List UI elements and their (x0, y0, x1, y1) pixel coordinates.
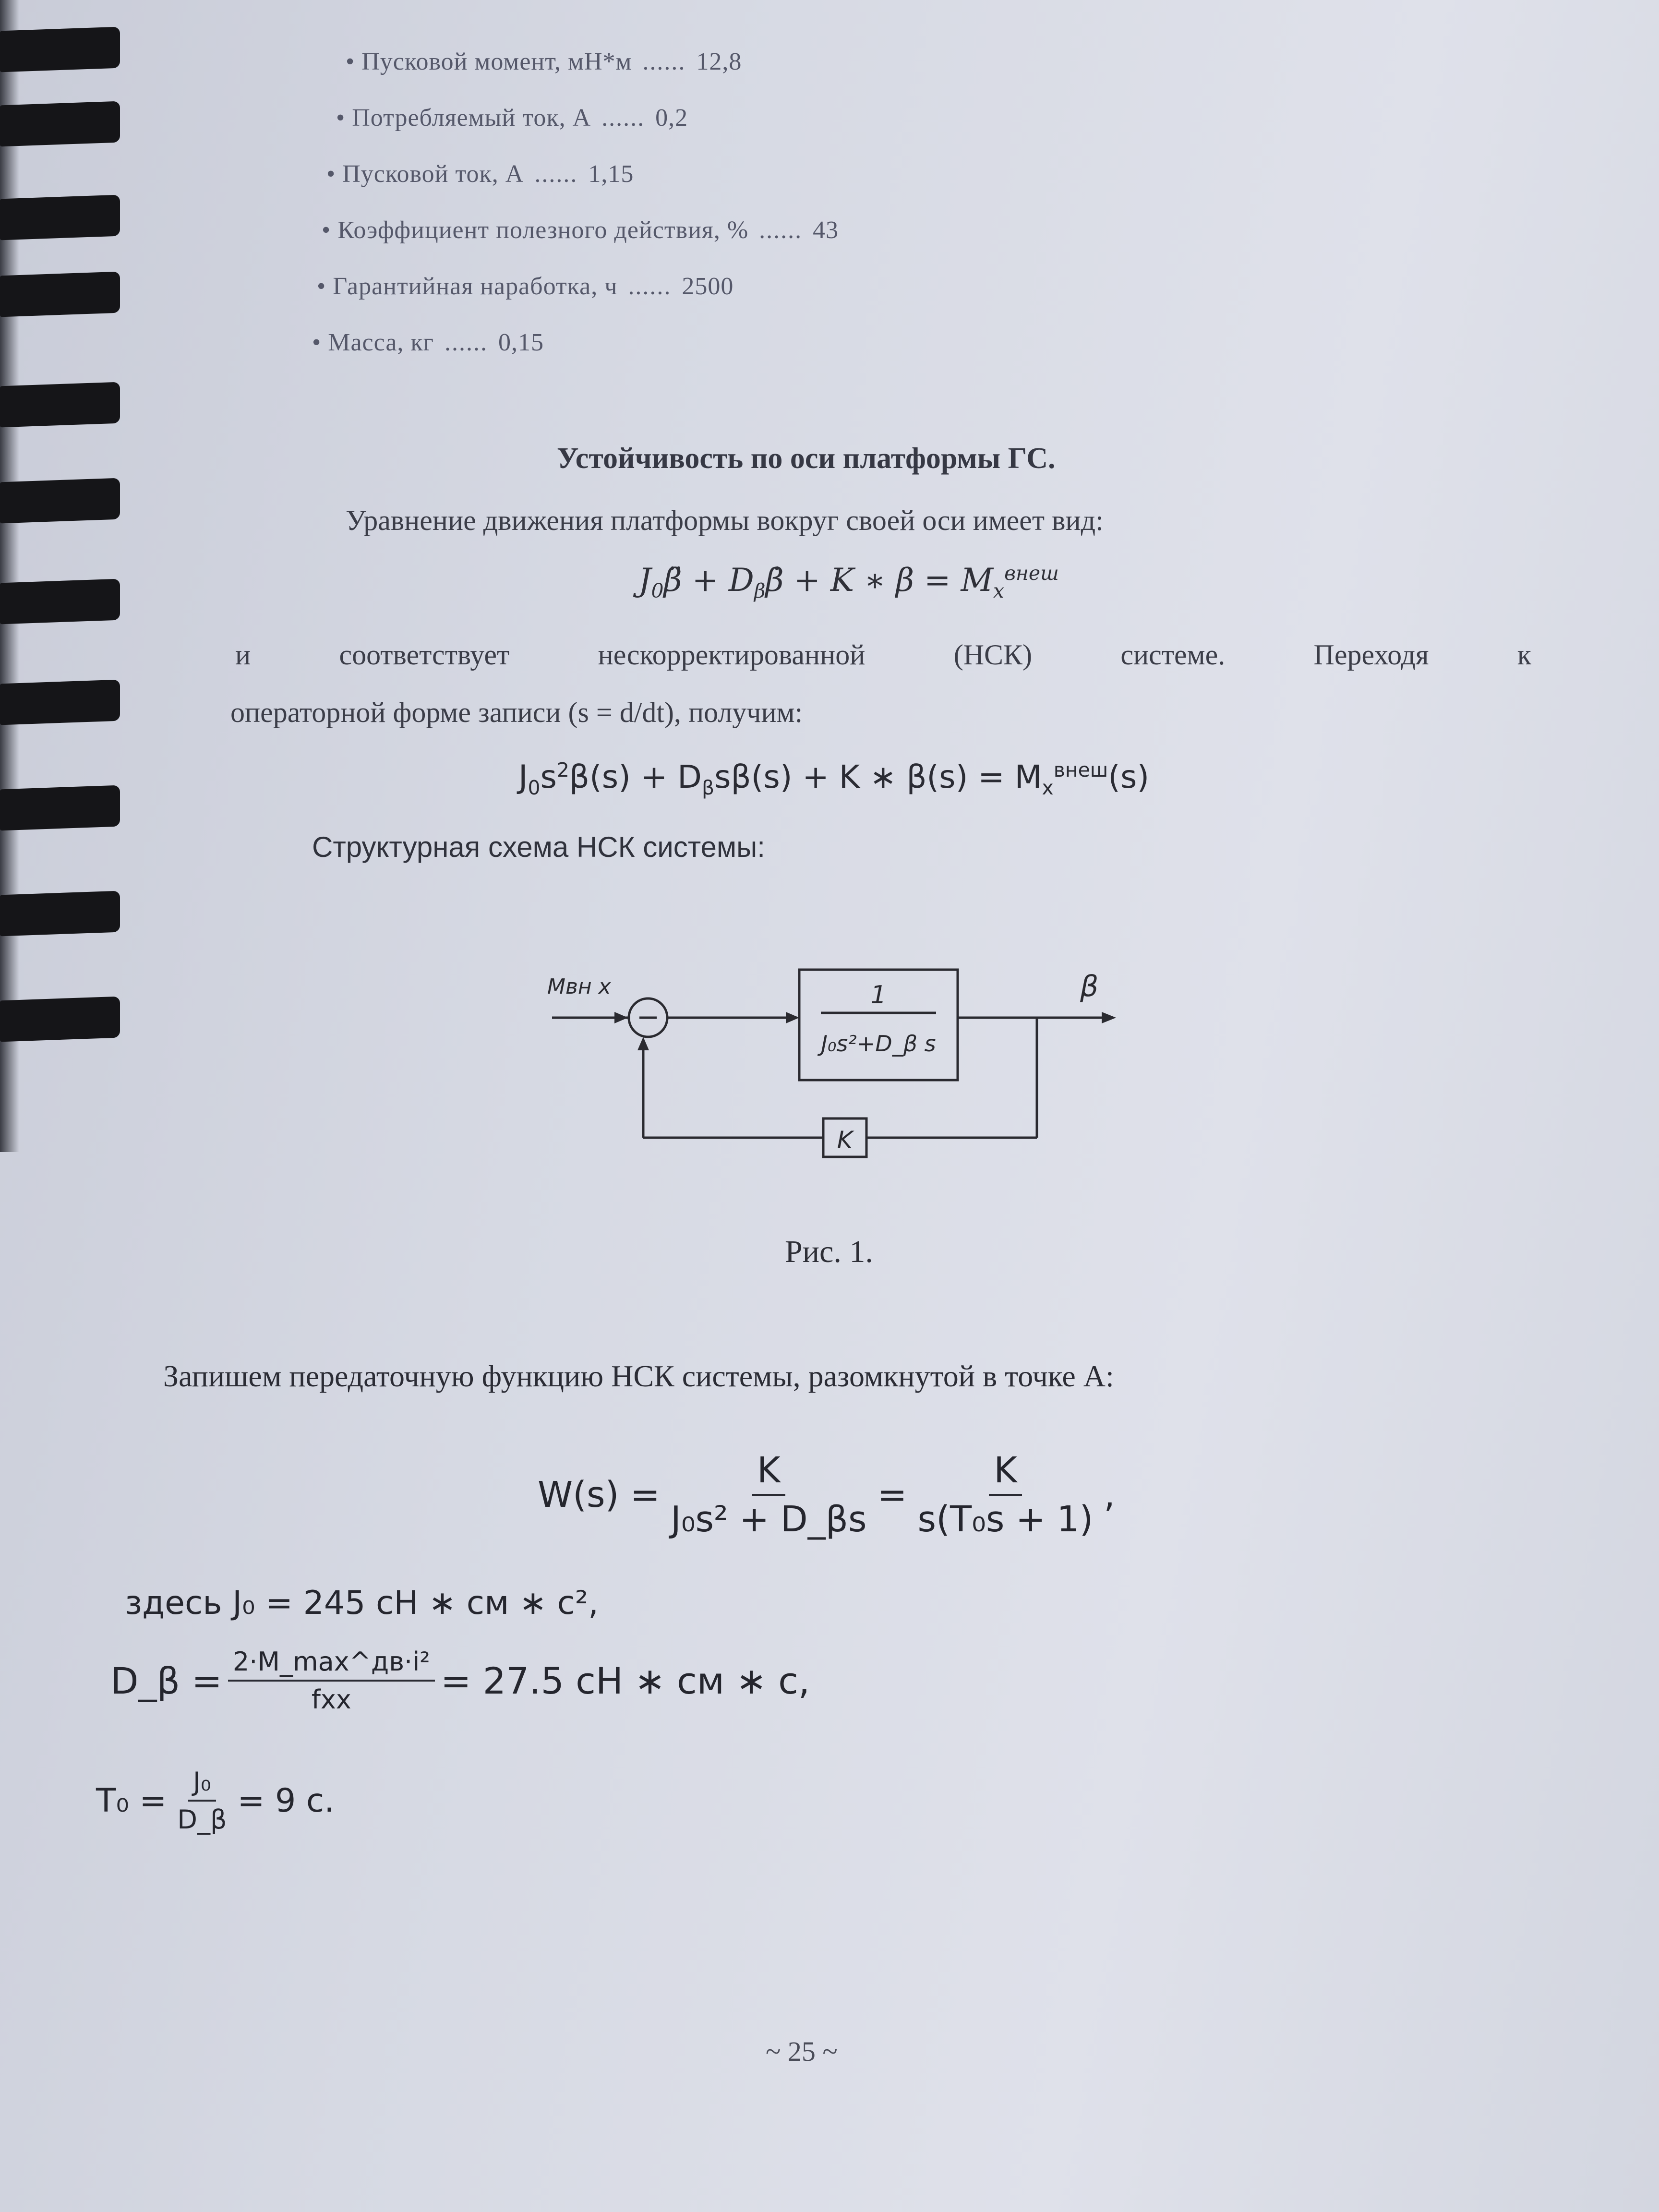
transfer-function: W(s) = $\frac{K}{\text{J₀s² + D\_βs}}$ = $\frac{K}{\text{s(T₀s + 1)}}$ , (538, 1450, 1115, 1540)
block-numerator: 1 (870, 981, 887, 1010)
paragraph: Уравнение движения платформы вокруг своей оси имеет вид: (346, 505, 1104, 536)
binding-hole (0, 680, 120, 725)
equation-operator: $J_0s^2\beta(s) + D_\beta s\beta(s) + K$ ∗ $\beta(s) = M_x^{внеш}(s)$ (518, 758, 1150, 800)
spec-item: • Гарантийная наработка, ч ...... 2500 (317, 273, 734, 300)
spec-item: • Пусковой момент, мН*м ...... 12,8 (346, 48, 742, 75)
spec-list (312, 34, 839, 371)
page-number: ~ 25 ~ (766, 2036, 838, 2067)
fraction: $\frac{K}{\text{s(T₀s + 1)}}$ (917, 1450, 1094, 1540)
structural-diagram (528, 941, 1152, 1190)
block-denominator: J₀s²+D_β s (821, 1031, 936, 1057)
binding-hole (0, 101, 120, 147)
paragraph: операторной форме записи (s = d/dt), получим: (230, 697, 803, 728)
arrow-head (1102, 1012, 1116, 1023)
section-title: Устойчивость по оси платформы ГС. (557, 442, 1056, 475)
binding-hole (0, 891, 120, 937)
spec-item: • Коэффициент полезного действия, % ...... 43 (322, 216, 839, 244)
feedback-gain: K (837, 1126, 853, 1154)
binding-hole (0, 785, 120, 831)
paragraph-justified: и соответствует нескорректированной (НСК) системе. Переходя к (235, 639, 1531, 671)
binding-hole (0, 195, 120, 240)
arrow-head (637, 1037, 649, 1050)
spec-item: • Пусковой ток, А ...... 1,15 (326, 160, 634, 188)
figure-caption: Рис. 1. (785, 1234, 873, 1269)
binding-shadow (0, 0, 19, 1152)
j0-definition: здесь J₀ = 245 сН ∗ см ∗ с², (125, 1584, 599, 1622)
binding-hole (0, 27, 120, 72)
input-label: Mвн x (547, 974, 611, 999)
binding-hole (0, 997, 120, 1042)
binding-hole (0, 579, 120, 625)
arrow-head (786, 1012, 799, 1023)
dbeta-definition: D_β = $\frac{\text{2·M\_max\textasciicircum{}дв·i²}}{\text{fxx}}$ = 27.5 сН ∗ см ∗ с, (110, 1647, 810, 1715)
spec-item: • Потребляемый ток, А ...... 0,2 (336, 104, 688, 132)
output-label: β (1080, 970, 1099, 1003)
paragraph: Структурная схема НСК системы: (312, 831, 765, 863)
binding-hole (0, 478, 120, 524)
fraction: $\frac{K}{\text{J₀s² + D\_βs}}$ (671, 1450, 867, 1540)
equation-motion: $J_0\betä$ + $D_\beta\betȧ + K$ ∗ $\beta = M_x^{внеш}$ (638, 562, 1059, 603)
arrow-head (614, 1012, 628, 1023)
paragraph: Запишем передаточную функцию НСК системы, разомкнутой в точке А: (163, 1359, 1114, 1393)
fraction: $\frac{\text{2·M\_max\textasciicircum{}дв·i²}}{\text{fxx}}$ (228, 1647, 435, 1715)
binding-hole (0, 382, 120, 428)
transfer-lhs: W(s) = (538, 1474, 660, 1515)
binding-hole (0, 272, 120, 317)
spec-item: • Масса, кг ...... 0,15 (312, 329, 544, 356)
t0-definition: T₀ = $\frac{\text{J₀}}{D\_\beta}$ = 9 с. (96, 1767, 335, 1835)
fraction: $\frac{\text{J₀}}{D\_\beta}$ (177, 1767, 227, 1835)
